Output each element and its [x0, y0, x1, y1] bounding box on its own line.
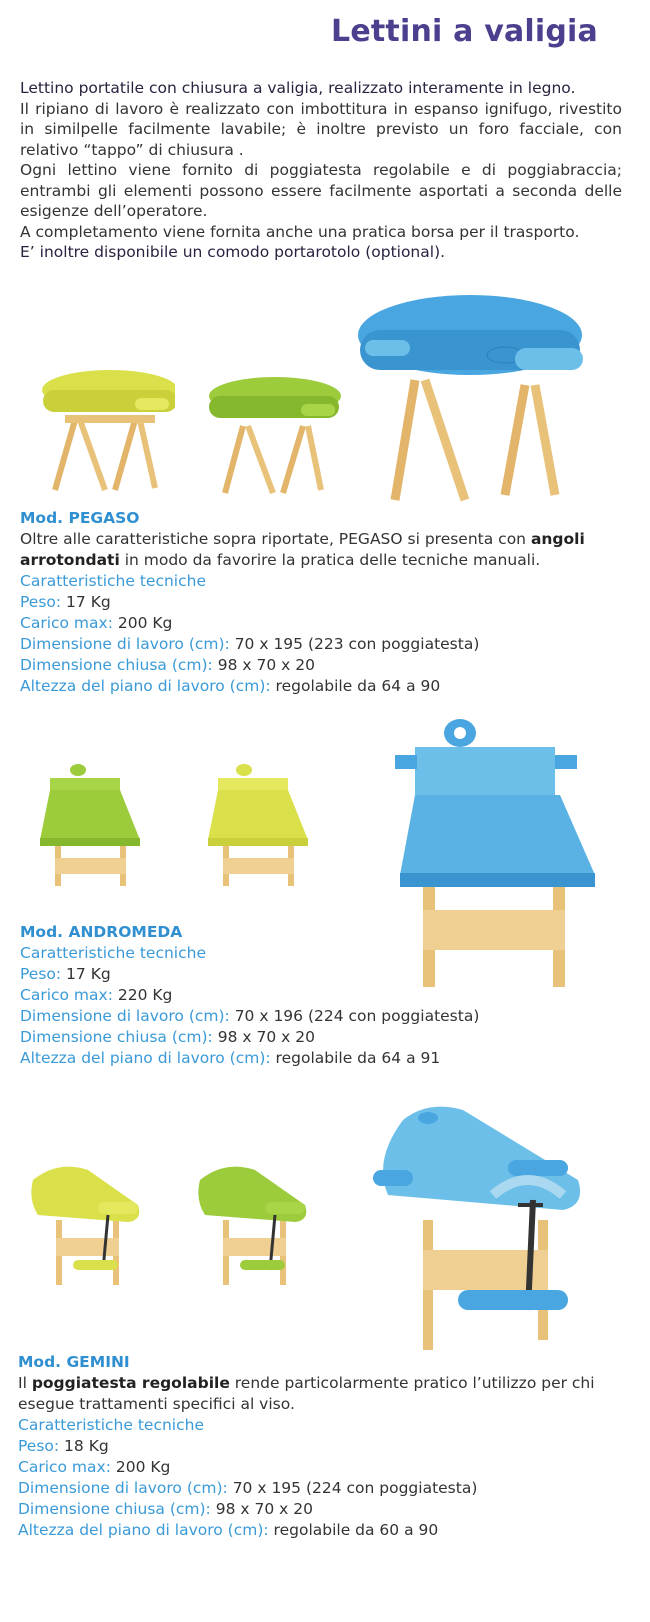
andromeda-spec-max-load: Carico max: 220 Kg — [20, 986, 173, 1004]
pegaso-spec-weight: Peso: 17 Kg — [20, 593, 111, 611]
pegaso-spec-height: Altezza del piano di lavoro (cm): regolabile da 64 a 90 — [20, 677, 441, 695]
andromeda-specs-title: Caratteristiche tecniche — [20, 944, 206, 962]
andromeda-model-title: Mod. ANDROMEDA — [20, 923, 183, 941]
andromeda-green-table-image — [40, 760, 150, 895]
gemini-model-title: Mod. GEMINI — [18, 1353, 130, 1371]
page-title: Lettini a valigia — [331, 14, 598, 49]
gemini-description: Il poggiatesta regolabile rende particolarmente pratico l’utilizzo per chi esegue trattamenti specifici al viso. — [18, 1374, 595, 1413]
andromeda-spec-work-size: Dimensione di lavoro (cm): 70 x 196 (224 con poggiatesta) — [20, 1007, 480, 1025]
gemini-spec-weight: Peso: 18 Kg — [18, 1437, 109, 1455]
pegaso-spec-max-load: Carico max: 200 Kg — [20, 614, 173, 632]
gemini-spec-work-size: Dimensione di lavoro (cm): 70 x 195 (224 con poggiatesta) — [18, 1479, 478, 1497]
gemini-blue-table-image — [368, 1100, 593, 1355]
intro-line-5: E’ inoltre disponibile un comodo portarotolo (optional). — [20, 243, 446, 261]
gemini-yellow-table-image — [28, 1160, 148, 1290]
andromeda-spec-closed-size: Dimensione chiusa (cm): 98 x 70 x 20 — [20, 1028, 315, 1046]
pegaso-section — [20, 508, 620, 697]
intro-line-4: A completamento viene fornita anche una pratica borsa per il trasporto. — [20, 222, 580, 241]
pegaso-green-table-image — [203, 368, 343, 503]
gemini-spec-closed-size: Dimensione chiusa (cm): 98 x 70 x 20 — [18, 1500, 313, 1518]
pegaso-model-title: Mod. PEGASO — [20, 509, 140, 527]
gemini-green-table-image — [195, 1160, 315, 1290]
andromeda-spec-height: Altezza del piano di lavoro (cm): regolabile da 64 a 91 — [20, 1049, 441, 1067]
pegaso-blue-table-image — [355, 290, 595, 510]
andromeda-spec-weight: Peso: 17 Kg — [20, 965, 111, 983]
pegaso-spec-work-size: Dimensione di lavoro (cm): 70 x 195 (223 con poggiatesta) — [20, 635, 480, 653]
pegaso-yellow-table-image — [35, 360, 175, 500]
gemini-specs-title: Caratteristiche tecniche — [18, 1416, 204, 1434]
intro-line-3: Ogni lettino viene fornito di poggiatesta regolabile e di poggiabraccia; entrambi gli elementi possono essere facilmente asportati a seconda delle esigenze dell’operatore. — [20, 161, 622, 220]
gemini-spec-max-load: Carico max: 200 Kg — [18, 1458, 171, 1476]
andromeda-yellow-table-image — [208, 760, 318, 895]
andromeda-section — [20, 922, 580, 1069]
intro-text — [20, 78, 622, 263]
pegaso-specs-title: Caratteristiche tecniche — [20, 572, 206, 590]
intro-line-1: Lettino portatile con chiusura a valigia, realizzato interamente in legno. — [20, 79, 576, 97]
pegaso-spec-closed-size: Dimensione chiusa (cm): 98 x 70 x 20 — [20, 656, 315, 674]
gemini-section — [18, 1352, 618, 1541]
pegaso-description: Oltre alle caratteristiche sopra riportate, PEGASO si presenta con angoli arrotondati in modo da favorire la pratica delle tecniche manuali. — [20, 530, 585, 569]
gemini-spec-height: Altezza del piano di lavoro (cm): regolabile da 60 a 90 — [18, 1521, 439, 1539]
intro-line-2: Il ripiano di lavoro è realizzato con imbottitura in espanso ignifugo, rivestito in similpelle facilmente lavabile; è inoltre previsto un foro facciale, con relativo “tappo” di chiusura . — [20, 99, 622, 159]
